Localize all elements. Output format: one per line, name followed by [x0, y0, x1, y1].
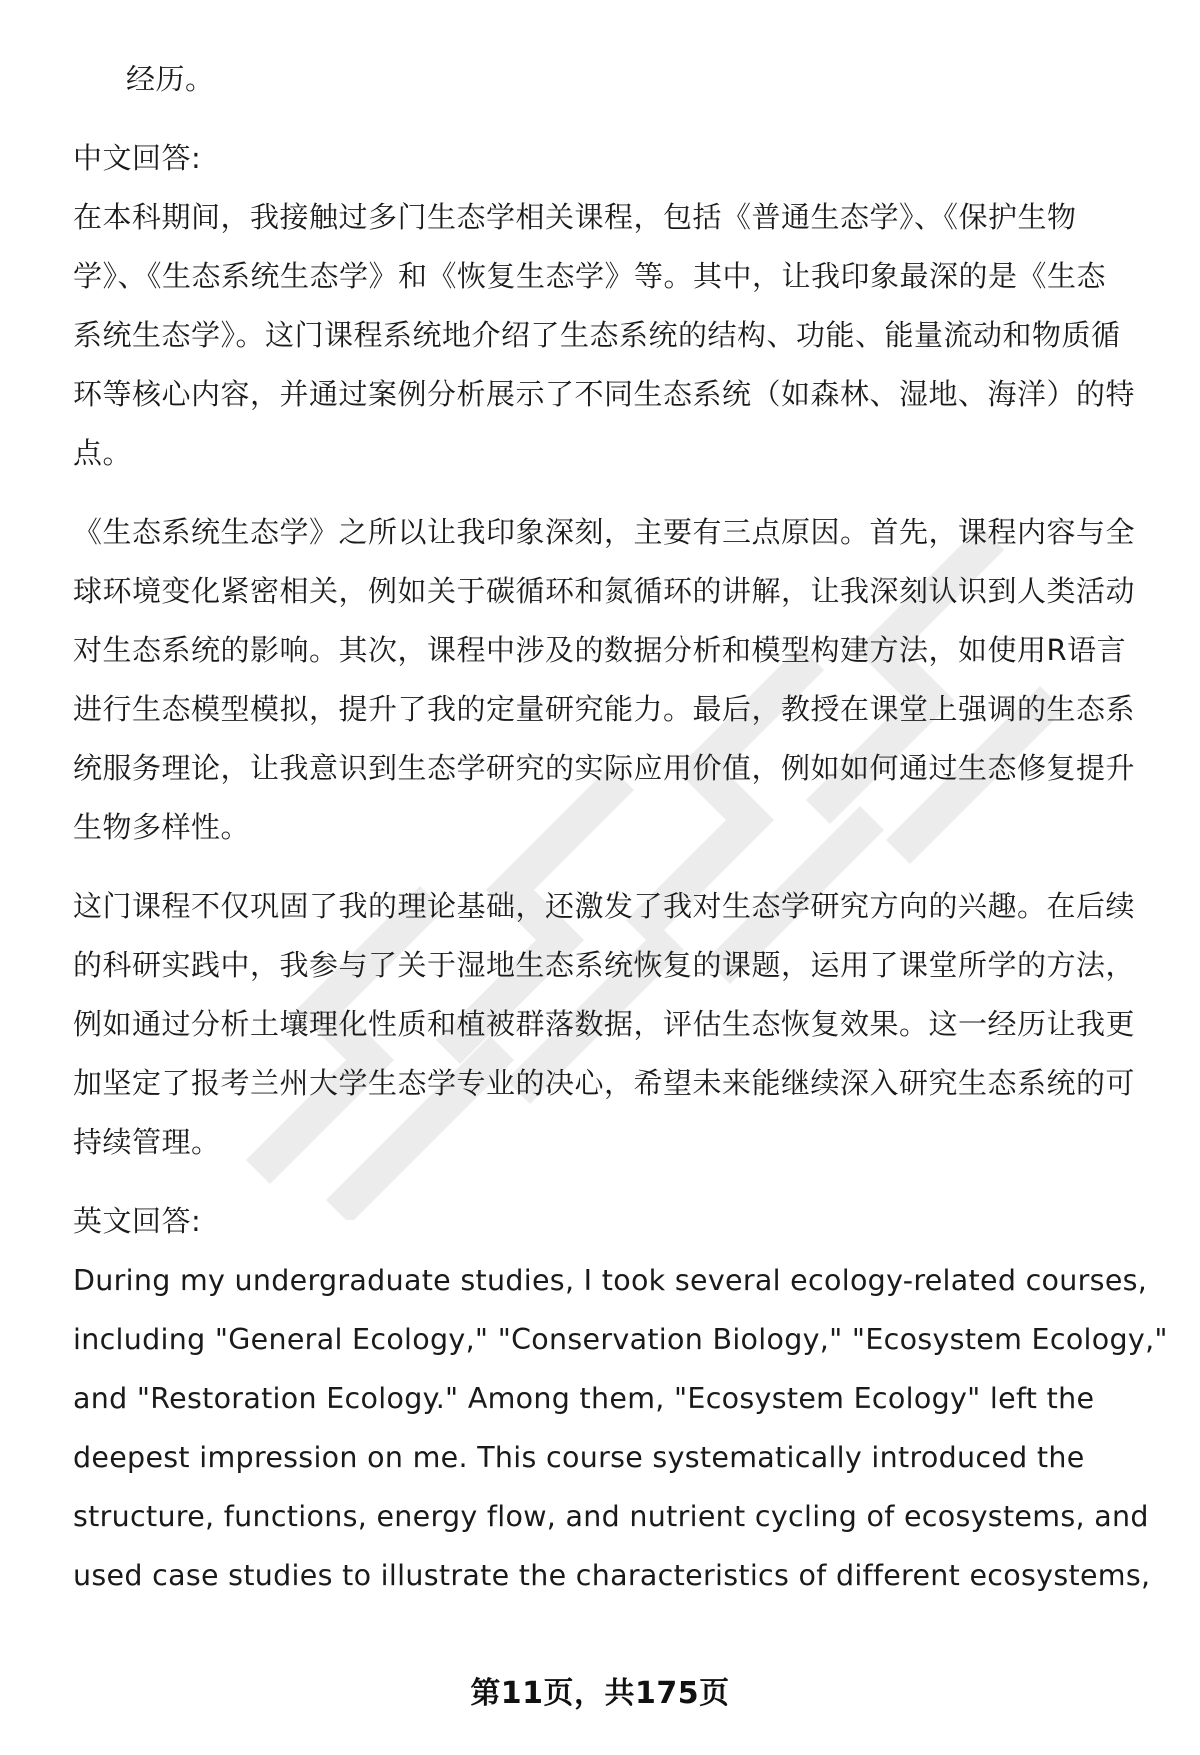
paragraph-line: used case studies to illustrate the characteristics of different ecosystems,	[73, 1559, 1151, 1592]
intro-tail-line: 经历。	[126, 62, 215, 96]
paragraph-line: including "General Ecology," "Conservation Biology," "Ecosystem Ecology,"	[73, 1323, 1168, 1356]
paragraph-line: structure, functions, energy flow, and nutrient cycling of ecosystems, and	[73, 1500, 1149, 1533]
zh-paragraph-2	[73, 503, 1145, 857]
document-body	[73, 50, 1168, 1605]
page-number-footer: 第11页，共175页	[470, 1676, 730, 1711]
en-heading: 英文回答:	[73, 1204, 202, 1238]
paragraph-line: 球环境变化紧密相关，例如关于碳循环和氮循环的讲解，让我深刻认识到人类活动	[73, 574, 1136, 608]
paragraph-line: 《生态系统生态学》之所以让我印象深刻，主要有三点原因。首先，课程内容与全	[73, 515, 1136, 549]
paragraph-line: 持续管理。	[73, 1125, 221, 1159]
paragraph-line: 对生态系统的影响。其次，课程中涉及的数据分析和模型构建方法，如使用R语言	[73, 633, 1127, 667]
paragraph-line: 生物多样性。	[73, 810, 251, 844]
zh-paragraph-1	[73, 188, 1145, 483]
paragraph-line: 系统生态学》。这门课程系统地介绍了生态系统的结构、功能、能量流动和物质循	[73, 318, 1121, 352]
paragraph-line: 进行生态模型模拟，提升了我的定量研究能力。最后，教授在课堂上强调的生态系	[73, 692, 1136, 726]
paragraph-line: 统服务理论，让我意识到生态学研究的实际应用价值，例如如何通过生态修复提升	[73, 751, 1136, 785]
paragraph-line: 的科研实践中，我参与了关于湿地生态系统恢复的课题，运用了课堂所学的方法，	[73, 948, 1136, 982]
paragraph-line: During my undergraduate studies, I took several ecology-related courses,	[73, 1264, 1148, 1297]
en-paragraph-1	[73, 1251, 1168, 1605]
paragraph-line: 环等核心内容，并通过案例分析展示了不同生态系统（如森林、湿地、海洋）的特	[73, 377, 1136, 411]
zh-heading: 中文回答:	[73, 141, 202, 175]
paragraph-line: 加坚定了报考兰州大学生态学专业的决心，希望未来能继续深入研究生态系统的可	[73, 1066, 1136, 1100]
paragraph-line: 点。	[73, 436, 133, 470]
paragraph-line: and "Restoration Ecology." Among them, "Ecosystem Ecology" left the	[73, 1382, 1095, 1415]
zh-paragraph-3	[73, 877, 1145, 1172]
paragraph-line: 例如通过分析土壤理化性质和植被群落数据，评估生态恢复效果。这一经历让我更	[73, 1007, 1136, 1041]
paragraph-line: deepest impression on me. This course systematically introduced the	[73, 1441, 1085, 1474]
paragraph-line: 学》、《生态系统生态学》和《恢复生态学》等。其中，让我印象最深的是《生态	[73, 259, 1107, 293]
paragraph-line: 这门课程不仅巩固了我的理论基础，还激发了我对生态学研究方向的兴趣。在后续	[73, 889, 1136, 923]
paragraph-line: 在本科期间，我接触过多门生态学相关课程，包括《普通生态学》、《保护生物	[73, 200, 1077, 234]
